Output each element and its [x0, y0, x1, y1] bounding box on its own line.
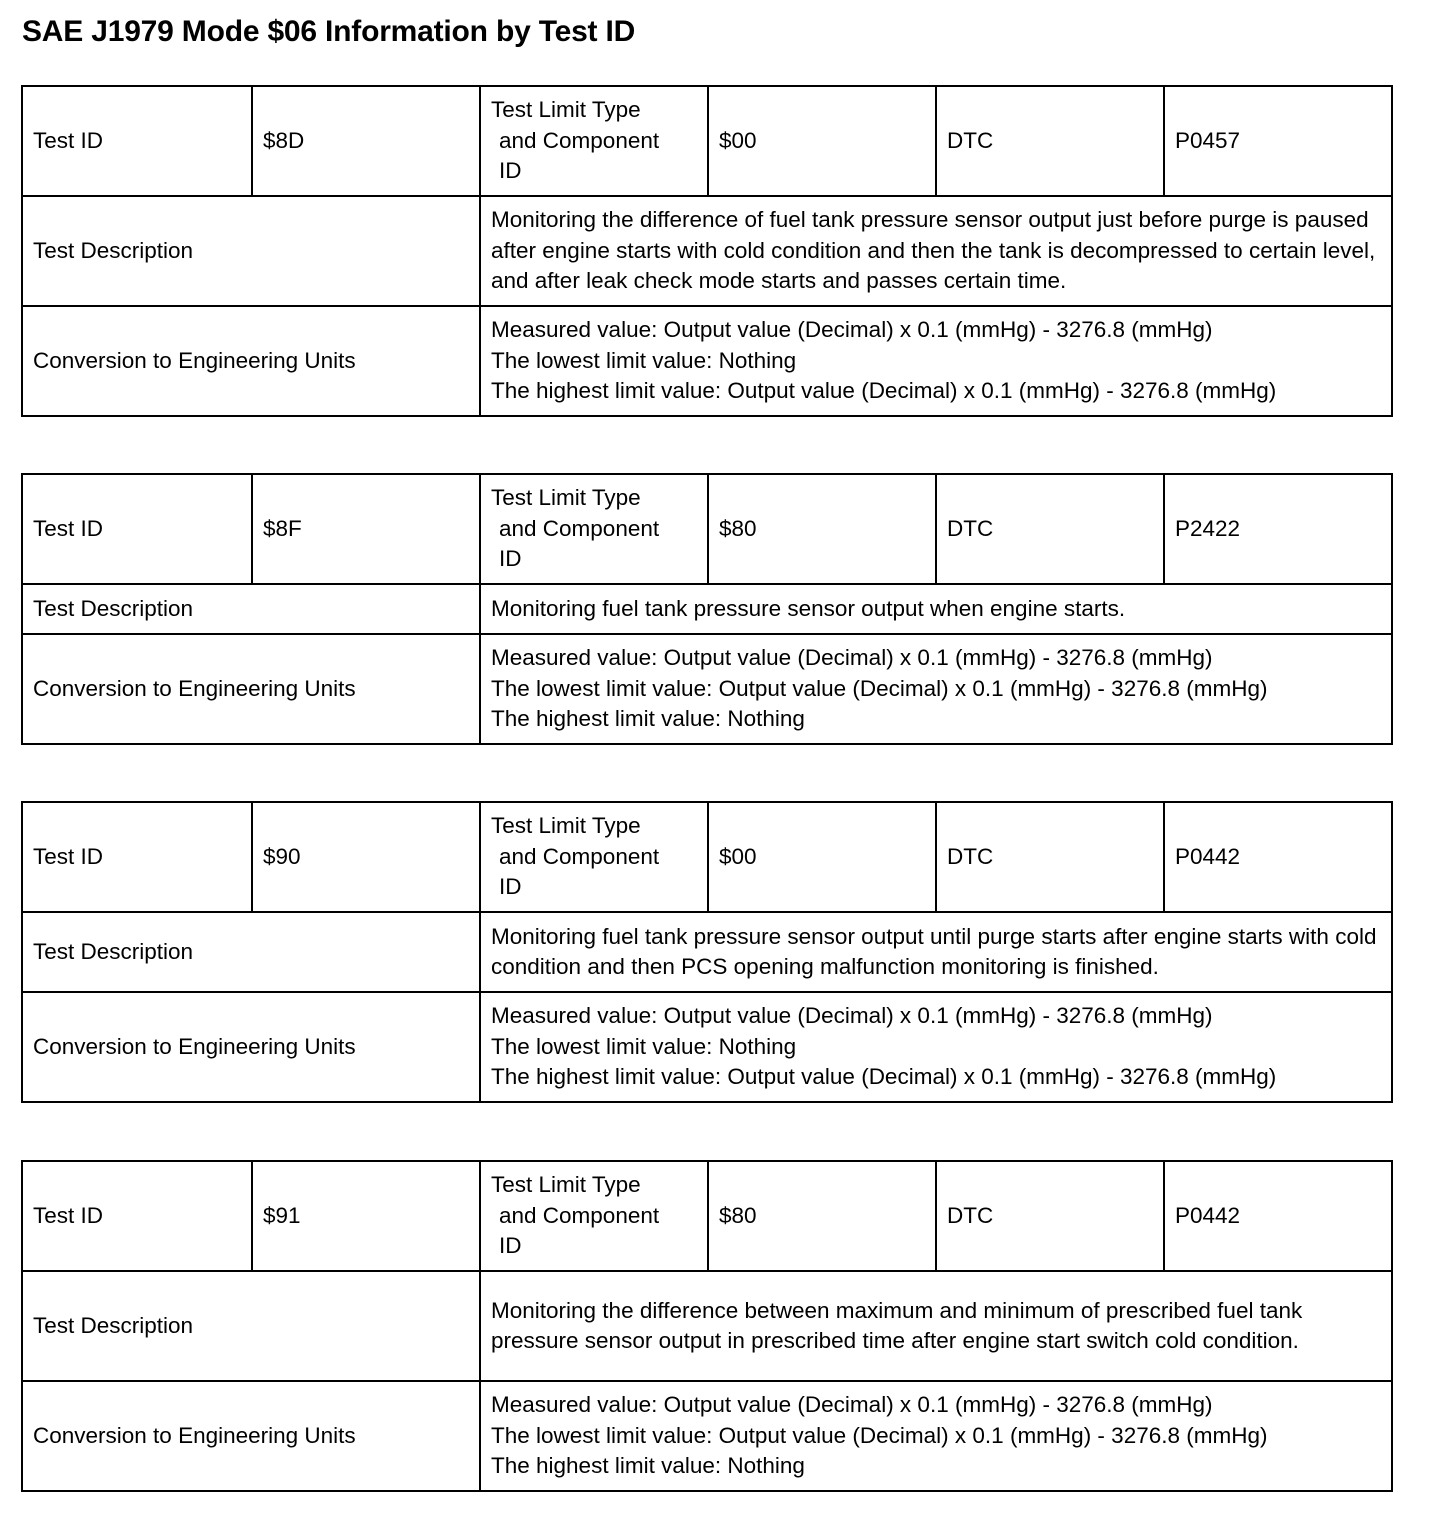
description-row [22, 584, 1392, 634]
limit-type-label [480, 802, 708, 912]
description-row [22, 196, 1392, 306]
test-description-text: Monitoring fuel tank pressure sensor output when engine starts. [491, 595, 1126, 621]
limit-type-label-line3: ID [499, 546, 522, 572]
lowest-limit-formula: The lowest limit value: Nothing [491, 347, 797, 373]
dtc-label: DTC [936, 86, 1164, 196]
conversion-row [22, 992, 1392, 1102]
test-id-value: $8D [252, 86, 480, 196]
lowest-limit-formula: The lowest limit value: Output value (Decimal) x 0.1 (mmHg) - 3276.8 (mmHg) [491, 1422, 1268, 1448]
limit-type-label [480, 1161, 708, 1271]
dtc-label: DTC [936, 1161, 1164, 1271]
limit-type-label-line2: and Component [499, 1202, 660, 1228]
page-title: SAE J1979 Mode $06 Information by Test ID [22, 15, 636, 48]
dtc-value: P0442 [1164, 802, 1392, 912]
limit-type-label-line2: and Component [499, 127, 660, 153]
measured-value-formula: Measured value: Output value (Decimal) x 0.1 (mmHg) - 3276.8 (mmHg) [491, 1003, 1213, 1029]
measured-value-formula: Measured value: Output value (Decimal) x 0.1 (mmHg) - 3276.8 (mmHg) [491, 645, 1213, 671]
measured-value-formula: Measured value: Output value (Decimal) x 0.1 (mmHg) - 3276.8 (mmHg) [491, 317, 1213, 343]
test-id-value: $91 [252, 1161, 480, 1271]
test-id-table-90 [21, 801, 1393, 1103]
conversion-label: Conversion to Engineering Units [22, 634, 480, 744]
conversion-label: Conversion to Engineering Units [22, 1381, 480, 1491]
limit-type-label-line3: ID [499, 874, 522, 900]
limit-type-label-line2: and Component [499, 515, 660, 541]
test-description-text: Monitoring the difference between maximum and minimum of prescribed fuel tank pressure sensor output in prescribed time after engine start switch cold condition. [491, 1297, 1303, 1353]
test-id-label: Test ID [22, 86, 252, 196]
limit-type-label-line3: ID [499, 158, 522, 184]
test-description-text: Monitoring fuel tank pressure sensor output until purge starts after engine starts with cold condition and then PCS opening malfunction monitoring is finished. [491, 923, 1377, 979]
test-description-text: Monitoring the difference of fuel tank pressure sensor output just before purge is paused after engine starts with cold condition and then the tank is decompressed to certain level, and after leak check mode starts and passes certain time. [491, 207, 1376, 294]
conversion-value [480, 306, 1392, 416]
table-header-row [22, 86, 1392, 196]
limit-type-value: $80 [708, 474, 936, 584]
conversion-row [22, 1381, 1392, 1491]
test-id-table-8d [21, 85, 1393, 417]
test-id-table-8f [21, 473, 1393, 745]
conversion-value [480, 634, 1392, 744]
limit-type-label-line1: Test Limit Type [491, 813, 641, 839]
table-header-row [22, 802, 1392, 912]
limit-type-label-line3: ID [499, 1233, 522, 1259]
limit-type-value: $00 [708, 802, 936, 912]
limit-type-label [480, 474, 708, 584]
conversion-value [480, 992, 1392, 1102]
dtc-value: P0442 [1164, 1161, 1392, 1271]
test-description-label: Test Description [22, 196, 480, 306]
test-description-value [480, 196, 1392, 306]
dtc-value: P2422 [1164, 474, 1392, 584]
test-id-table-91 [21, 1160, 1393, 1492]
description-row [22, 912, 1392, 992]
highest-limit-formula: The highest limit value: Output value (Decimal) x 0.1 (mmHg) - 3276.8 (mmHg) [491, 1064, 1277, 1090]
test-id-label: Test ID [22, 802, 252, 912]
highest-limit-formula: The highest limit value: Nothing [491, 706, 805, 732]
test-id-value: $8F [252, 474, 480, 584]
table-header-row [22, 1161, 1392, 1271]
measured-value-formula: Measured value: Output value (Decimal) x 0.1 (mmHg) - 3276.8 (mmHg) [491, 1392, 1213, 1418]
highest-limit-formula: The highest limit value: Output value (Decimal) x 0.1 (mmHg) - 3276.8 (mmHg) [491, 378, 1277, 404]
limit-type-label [480, 86, 708, 196]
test-id-label: Test ID [22, 474, 252, 584]
test-description-value [480, 584, 1392, 634]
dtc-value: P0457 [1164, 86, 1392, 196]
conversion-label: Conversion to Engineering Units [22, 306, 480, 416]
limit-type-value: $80 [708, 1161, 936, 1271]
test-id-label: Test ID [22, 1161, 252, 1271]
test-description-value [480, 1271, 1392, 1381]
limit-type-label-line1: Test Limit Type [491, 97, 641, 123]
limit-type-value: $00 [708, 86, 936, 196]
dtc-label: DTC [936, 802, 1164, 912]
conversion-row [22, 634, 1392, 744]
dtc-label: DTC [936, 474, 1164, 584]
limit-type-label-line2: and Component [499, 843, 660, 869]
table-header-row [22, 474, 1392, 584]
conversion-row [22, 306, 1392, 416]
limit-type-label-line1: Test Limit Type [491, 485, 641, 511]
test-description-label: Test Description [22, 1271, 480, 1381]
conversion-label: Conversion to Engineering Units [22, 992, 480, 1102]
lowest-limit-formula: The lowest limit value: Nothing [491, 1033, 797, 1059]
highest-limit-formula: The highest limit value: Nothing [491, 1453, 805, 1479]
test-description-label: Test Description [22, 584, 480, 634]
test-description-label: Test Description [22, 912, 480, 992]
limit-type-label-line1: Test Limit Type [491, 1172, 641, 1198]
test-description-value [480, 912, 1392, 992]
lowest-limit-formula: The lowest limit value: Output value (Decimal) x 0.1 (mmHg) - 3276.8 (mmHg) [491, 675, 1268, 701]
conversion-value [480, 1381, 1392, 1491]
description-row [22, 1271, 1392, 1381]
test-id-value: $90 [252, 802, 480, 912]
